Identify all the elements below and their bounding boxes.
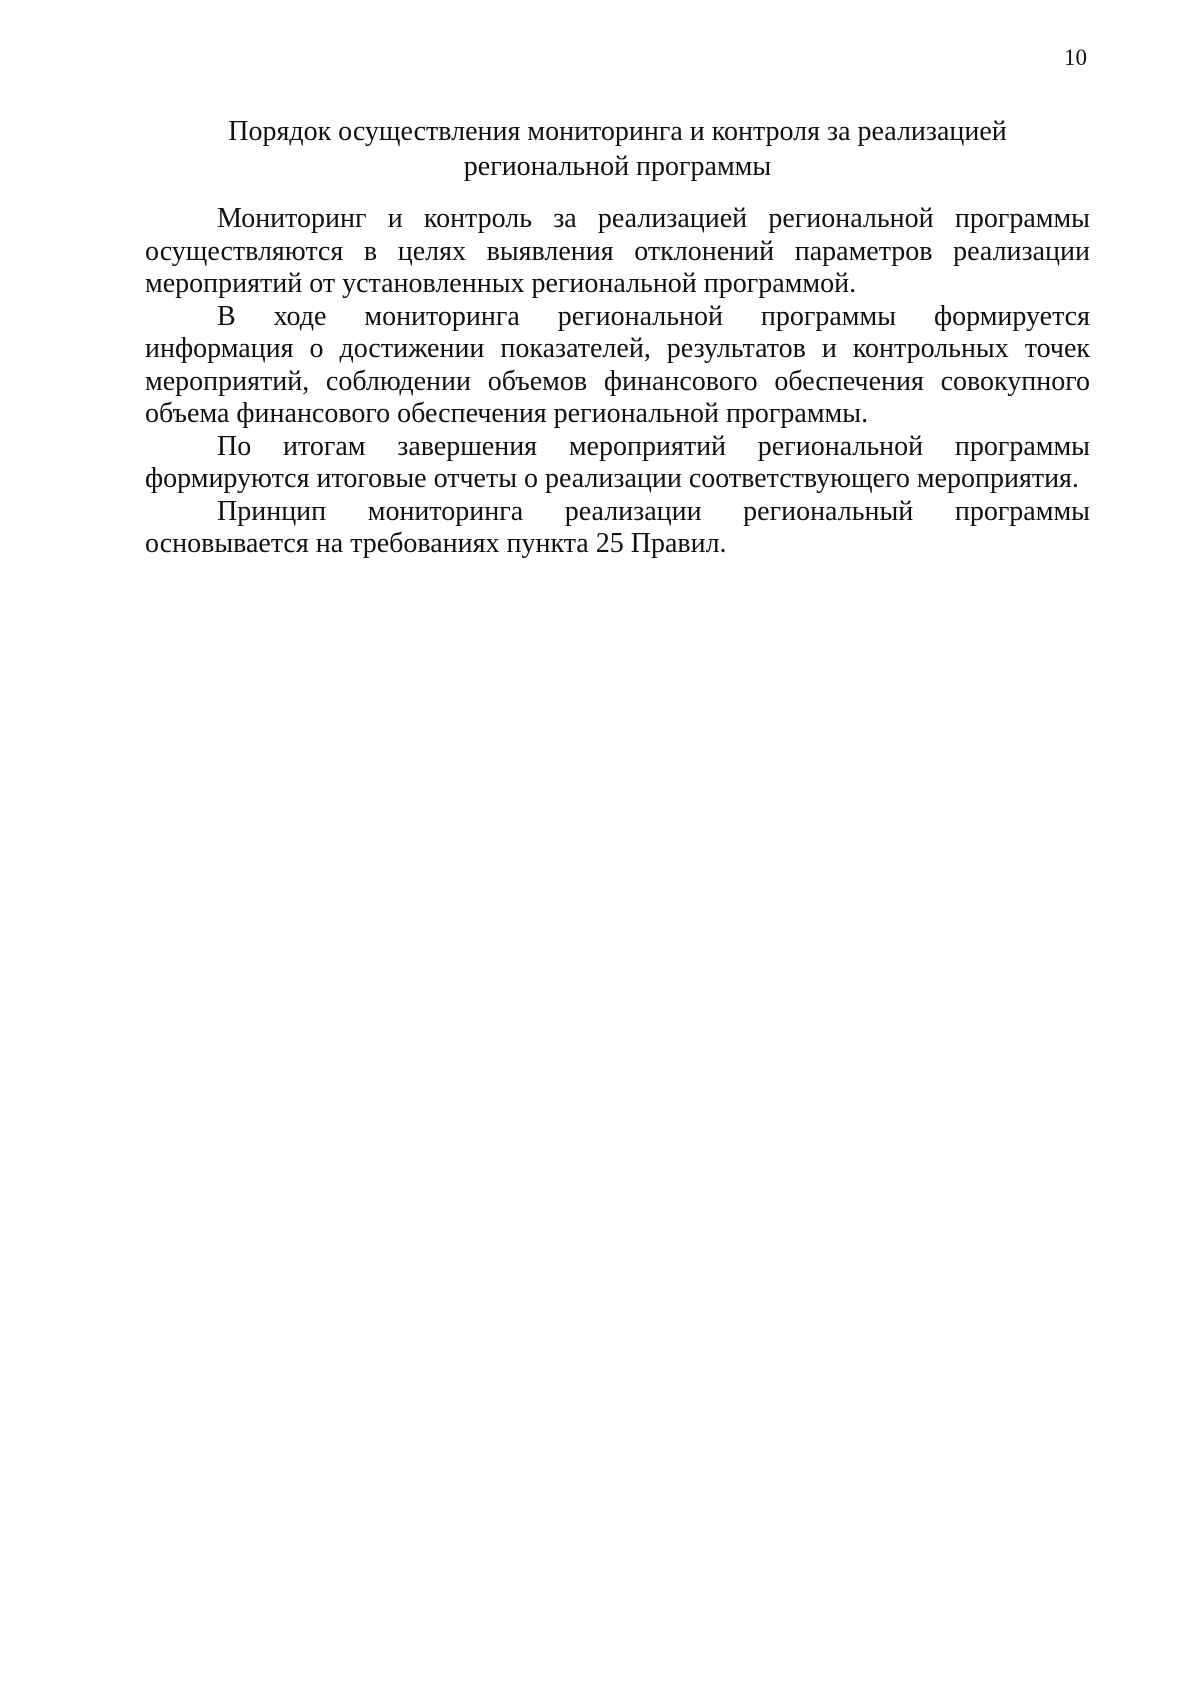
paragraph-monitoring-purpose: Мониторинг и контроль за реализацией региональной программы осуществляются в целях выявления отклонений параметров реализации мероприятий от установленных региональной программой. — [145, 203, 1090, 299]
body-text — [145, 203, 1090, 561]
section-heading-line-1: Порядок осуществления мониторинга и контроля за реализацией — [228, 116, 1007, 147]
paragraph-final-reports: По итогам завершения мероприятий региональной программы формируются итоговые отчеты о реализации соответствующего мероприятия. — [145, 430, 1090, 494]
paragraph-monitoring-information: В ходе мониторинга региональной программы формируется информация о достижении показателей, результатов и контрольных точек мероприятий, соблюдении объемов финансового обеспечения совокупного объема финансового обеспечения региональной программы. — [145, 300, 1090, 429]
page-number: 10 — [1064, 45, 1087, 70]
section-heading-line-2: региональной программы — [463, 151, 772, 182]
section-heading — [145, 114, 1090, 184]
paragraph-monitoring-principle: Принцип мониторинга реализации региональный программы основывается на требованиях пункта 25 Правил. — [145, 495, 1090, 559]
